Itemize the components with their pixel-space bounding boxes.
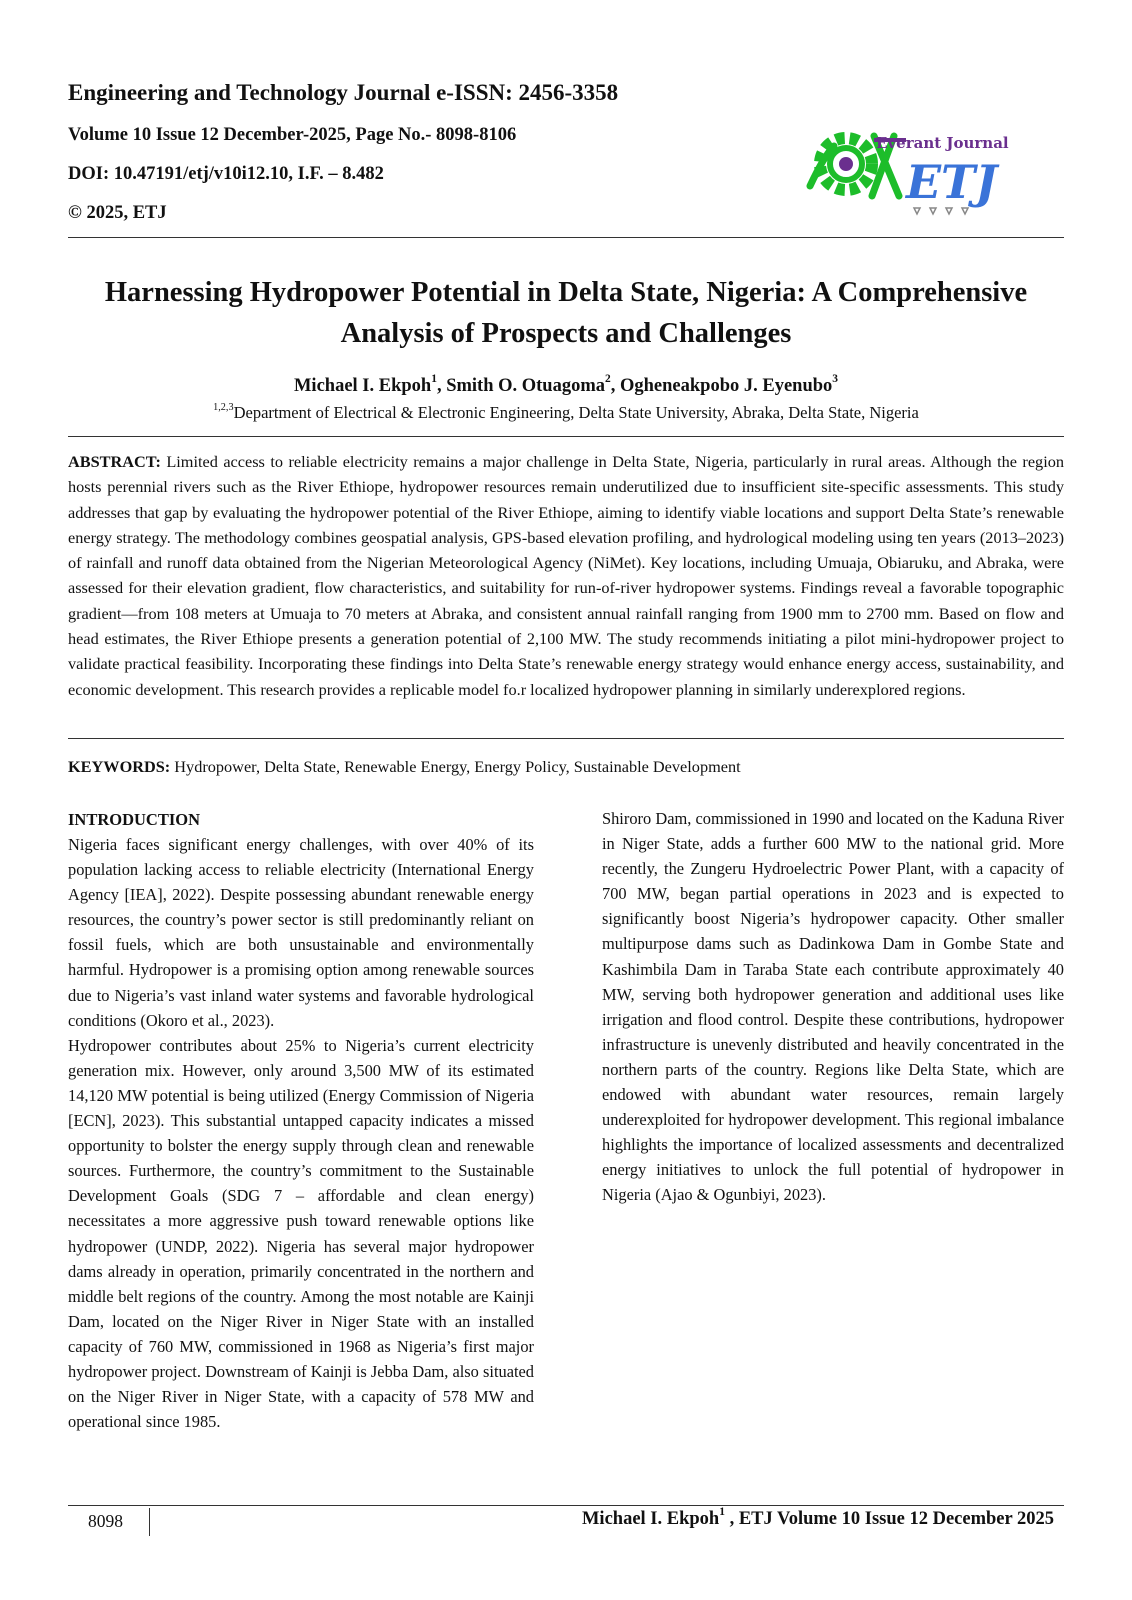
volume-info: Volume 10 Issue 12 December-2025, Page No.- 8098-8106: [68, 125, 517, 145]
footer-author: Michael I. Ekpoh: [581, 1509, 720, 1529]
introduction-heading: INTRODUCTION: [68, 810, 201, 829]
intro-paragraph-1: Nigeria faces significant energy challenges, with over 40% of its population lacking access to reliable electricity (International Energy Agency [IEA], 2022). Despite possessing abundant renewable energy resources, the country’s power sector is still predominantly reliant on fossil fuels, which are both unsustainable and environmentally harmful. Hydropower is a promising option among renewable sources due to Nigeria’s vast inland water systems and favorable hydrological conditions (Okoro et al., 2023).: [68, 835, 534, 1030]
author-sep: ,: [610, 376, 620, 396]
abstract-bottom-divider: [68, 738, 1064, 739]
abstract-text: Limited access to reliable electricity remains a major challenge in Delta State, Nigeria, particularly in rural areas. Although the region hosts perennial rivers such as the River Ethiope, hydropower resources remain underutilized due to insufficient site-specific assessments. This study addresses that gap by evaluating the hydropower potential of the River Ethiope, aiming to identify viable locations and support Delta State’s renewable energy strategy. The methodology combines geospatial analysis, GPS-based elevation profiling, and hydrological modeling using ten years (2013–2023) of rainfall and runoff data obtained from the Nigerian Meteorological Agency (NiMet). Key locations, including Umuaja, Obiaruku, and Abraka, were assessed for their elevation gradient, flow characteristics, and suitability for run-of-river hydropower systems. Findings reveal a favorable topographic gradient—from 108 meters at Umuaja to 70 meters at Abraka, and consistent annual rainfall ranging from 1900 mm to 2700 mm. Based on flow and head estimates, the River Ethiope presents a generation potential of 2,100 MW. The study recommends initiating a pilot mini-hydropower project to validate practical feasibility. Incorporating these findings into Delta State’s renewable energy strategy would enhance energy access, sustainability, and economic development. This research provides a replicable model fo.r localized hydropower planning in similarly underexplored regions.: [68, 452, 1064, 699]
footer-author-sup: 1: [719, 1506, 725, 1519]
author-3-name: Ogheneakpobo J. Eyenubo: [619, 376, 833, 396]
abstract-top-divider: [68, 436, 1064, 437]
author-list: [68, 373, 1064, 397]
logo-wordmark: ETJ: [906, 155, 998, 209]
footer-separator: [149, 1508, 150, 1536]
footer-citation: , ETJ Volume 10 Issue 12 December 2025: [724, 1509, 1054, 1529]
affiliation: [68, 403, 1064, 423]
intro-paragraph-3: Shiroro Dam, commissioned in 1990 and located on the Kaduna River in Niger State, adds a further 600 MW to the national grid. More recently, the Zungeru Hydroelectric Power Plant, with a capacity of 700 MW, began partial operations in 2023 and is expected to significantly boost Nigeria’s hydropower capacity. Other smaller multipurpose dams such as Dadinkowa Dam in Gombe State and Kashimbila Dam in Taraba State each contribute approximately 40 MW, serving both hydropower generation and additional uses like irrigation and flood control. Despite these contributions, hydropower infrastructure is unevenly distributed and heavily concentrated in the northern parts of the country. Regions like Delta State, which are endowed with abundant water resources, remain largely underexploited for hydropower development. This regional imbalance highlights the importance of localized assessments and decentralized energy initiatives to unlock the full potential of hydropower in Nigeria (Ajao & Ogunbiyi, 2023).: [602, 809, 1064, 1205]
intro-paragraph-2: Hydropower contributes about 25% to Nigeria’s current electricity generation mix. However, only around 3,500 MW of its estimated 14,120 MW potential is being utilized (Energy Commission of Nigeria [ECN], 2023). This substantial untapped capacity indicates a missed opportunity to bolster the energy supply through clean and renewable sources. Furthermore, the country’s commitment to the Sustainable Development Goals (SDG 7 – affordable and clean energy) necessitates a more aggressive push toward renewable options like hydropower (UNDP, 2022). Nigeria has several major hydropower dams already in operation, primarily concentrated in the northern and middle belt regions of the country. Among the most notable are Kainji Dam, located on the Niger River in Niger State with an installed capacity of 760 MW, commissioned in 1968 as Nigeria’s first major hydropower project. Downstream of Kainji is Jebba Dam, also situated on the Niger River in Niger State, with a capacity of 578 MW and operational since 1985.: [68, 1035, 534, 1432]
title-line-1: Harnessing Hydropower Potential in Delta State, Nigeria: A Comprehensive: [104, 277, 1028, 308]
doi-info: DOI: 10.47191/etj/v10i12.10, I.F. – 8.482: [68, 164, 384, 184]
author-1-sup: 1: [431, 373, 437, 386]
left-column: [68, 807, 534, 1434]
running-footer: [581, 1506, 1054, 1530]
journal-name: Engineering and Technology Journal e-ISSN: 2456-3358: [68, 80, 619, 105]
keywords-text: Hydropower, Delta State, Renewable Energy, Energy Policy, Sustainable Development: [170, 757, 741, 776]
abstract-label: ABSTRACT:: [68, 452, 161, 471]
journal-logo: [804, 116, 1024, 222]
author-1-name: Michael I. Ekpoh: [293, 376, 432, 396]
logo-subtitle: Everant Journal: [876, 134, 1009, 152]
gear-icon: [820, 138, 872, 190]
right-column: [602, 806, 1064, 1208]
keywords: [68, 757, 1064, 777]
author-sep: ,: [436, 376, 447, 396]
affiliation-sup: 1,2,3: [213, 401, 234, 413]
author-2-name: Smith O. Otuagoma: [446, 376, 605, 396]
paper-title: [60, 272, 1072, 354]
author-2-sup: 2: [605, 373, 611, 386]
affiliation-text: Department of Electrical & Electronic Engineering, Delta State University, Abraka, Delta State, Nigeria: [233, 403, 919, 422]
abstract: [68, 449, 1064, 702]
author-3-sup: 3: [832, 373, 839, 386]
title-line-2: Analysis of Prospects and Challenges: [340, 318, 792, 349]
copyright: © 2025, ETJ: [68, 203, 167, 223]
keywords-label: KEYWORDS:: [68, 757, 171, 776]
footer-divider: [68, 1505, 1064, 1506]
header-divider: [68, 237, 1064, 238]
page-number: 8098: [88, 1511, 123, 1531]
